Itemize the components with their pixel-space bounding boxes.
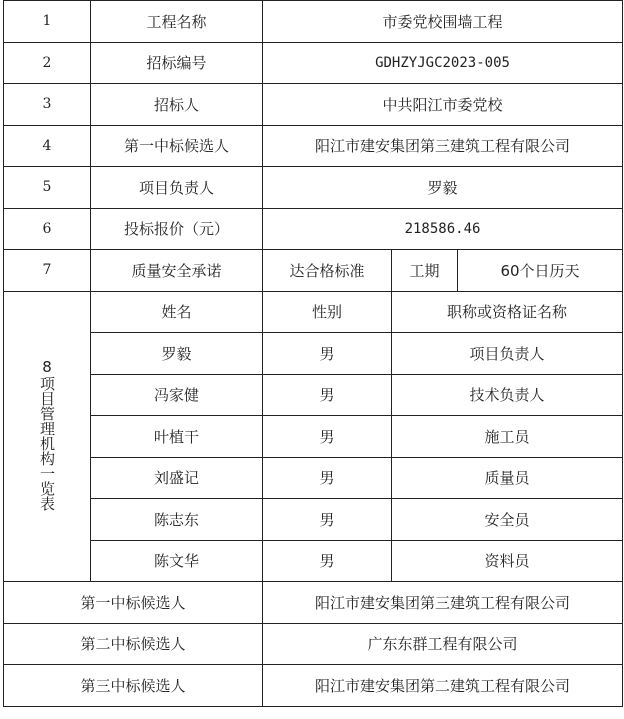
bid-result-table (3, 0, 623, 707)
member-name: 罗毅 (91, 333, 263, 375)
member-gender: 男 (263, 540, 392, 582)
team-header-row (4, 291, 623, 333)
team-section-text: 8项目管理机构一览表 (38, 357, 56, 511)
team-member-row (4, 540, 623, 582)
row-value: 罗毅 (263, 167, 623, 209)
row-index: 2 (4, 42, 91, 84)
member-gender: 男 (263, 457, 392, 499)
team-section-label (4, 291, 91, 582)
member-gender: 男 (263, 374, 392, 416)
row-value: 218586.46 (263, 208, 623, 250)
member-title: 施工员 (392, 416, 623, 458)
candidate-rank: 第一中标候选人 (4, 582, 263, 624)
team-header-gender: 性别 (263, 291, 392, 333)
member-title: 项目负责人 (392, 333, 623, 375)
table-row (4, 42, 623, 84)
candidate-company: 阳江市建安集团第三建筑工程有限公司 (263, 582, 623, 624)
member-title: 安全员 (392, 499, 623, 541)
row-label: 工程名称 (91, 1, 263, 43)
member-gender: 男 (263, 499, 392, 541)
candidate-company: 广东东群工程有限公司 (263, 623, 623, 665)
team-member-row (4, 416, 623, 458)
row-index: 3 (4, 84, 91, 126)
row-label: 投标报价（元） (91, 208, 263, 250)
candidate-rank: 第二中标候选人 (4, 623, 263, 665)
table-row (4, 84, 623, 126)
table-row (4, 167, 623, 209)
member-title: 质量员 (392, 457, 623, 499)
team-header-title: 职称或资格证名称 (392, 291, 623, 333)
row-value: 阳江市建安集团第三建筑工程有限公司 (263, 125, 623, 167)
table-row (4, 125, 623, 167)
quality-value: 达合格标准 (263, 250, 392, 292)
team-header-name: 姓名 (91, 291, 263, 333)
row-label: 质量安全承诺 (91, 250, 263, 292)
row-value: GDHZYJGC2023-005 (263, 42, 623, 84)
period-value: 60个日历天 (458, 250, 623, 292)
row-label: 项目负责人 (91, 167, 263, 209)
row-index: 1 (4, 1, 91, 43)
candidate-company: 阳江市建安集团第二建筑工程有限公司 (263, 665, 623, 707)
member-title: 技术负责人 (392, 374, 623, 416)
candidate-row (4, 582, 623, 624)
row-label: 招标人 (91, 84, 263, 126)
row-label: 招标编号 (91, 42, 263, 84)
row-index: 5 (4, 167, 91, 209)
team-member-row (4, 333, 623, 375)
row-index: 7 (4, 250, 91, 292)
row-label: 第一中标候选人 (91, 125, 263, 167)
member-gender: 男 (263, 333, 392, 375)
team-member-row (4, 499, 623, 541)
table-row (4, 1, 623, 43)
candidate-row (4, 665, 623, 707)
member-name: 陈志东 (91, 499, 263, 541)
candidate-rank: 第三中标候选人 (4, 665, 263, 707)
member-gender: 男 (263, 416, 392, 458)
member-title: 资料员 (392, 540, 623, 582)
row-index: 4 (4, 125, 91, 167)
period-label: 工期 (392, 250, 458, 292)
row-index: 6 (4, 208, 91, 250)
row-value: 中共阳江市委党校 (263, 84, 623, 126)
table-row (4, 208, 623, 250)
table-row (4, 250, 623, 292)
member-name: 刘盛记 (91, 457, 263, 499)
member-name: 叶植干 (91, 416, 263, 458)
team-member-row (4, 457, 623, 499)
candidate-row (4, 623, 623, 665)
member-name: 陈文华 (91, 540, 263, 582)
team-member-row (4, 374, 623, 416)
row-value: 市委党校围墙工程 (263, 1, 623, 43)
member-name: 冯家健 (91, 374, 263, 416)
